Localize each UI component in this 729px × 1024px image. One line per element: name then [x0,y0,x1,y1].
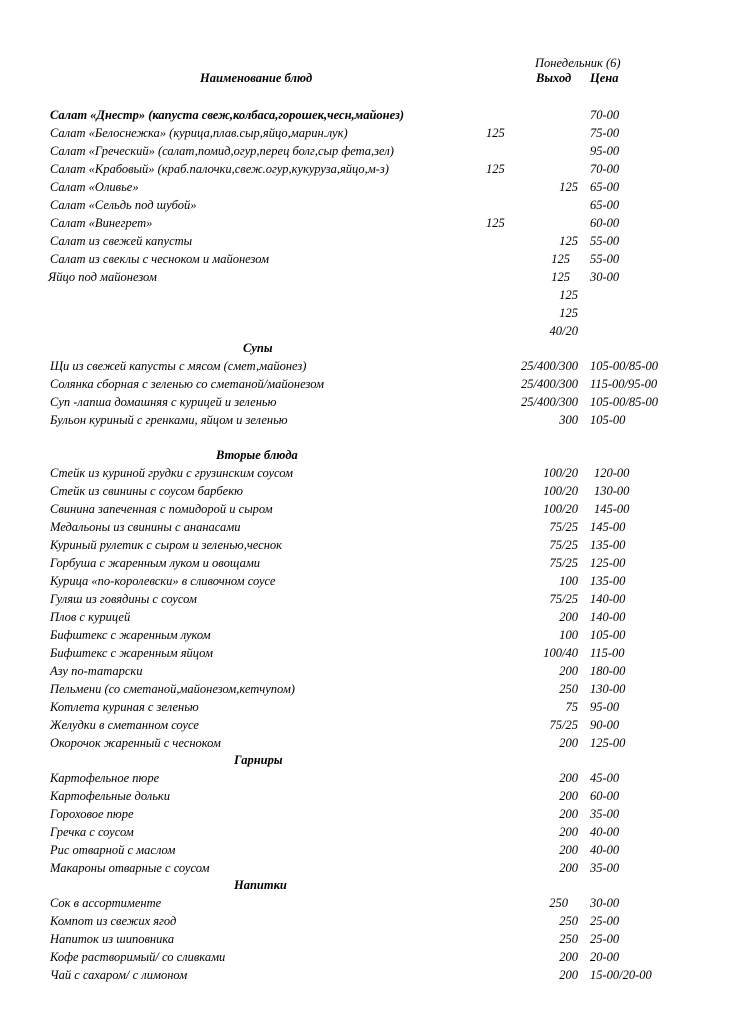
menu-item-yield: 75/25 [549,520,578,534]
menu-item-price: 130-00 [594,484,630,498]
menu-item-price: 145-00 [594,502,630,516]
menu-item-name: Пельмени (со сметаной,майонезом,кетчупом) [50,682,295,696]
menu-item-price: 35-00 [590,861,620,875]
menu-item-price: 125-00 [590,556,626,570]
menu-item-yield: 250 [549,896,568,910]
menu-item-name: Макароны отварные с соусом [50,861,210,875]
menu-item-price: 120-00 [594,466,630,480]
menu-item-name: Салат «Греческий» (салат,помид,огур,перец болг,сыр фета,зел) [50,144,394,158]
menu-item-name: Салат «Сельдь под шубой» [50,198,197,212]
menu-item-price: 60-00 [590,216,620,230]
menu-item-yield: 200 [559,950,578,964]
menu-item-yield: 100/40 [543,646,578,660]
menu-item-name: Суп -лапша домашняя с курицей и зеленью [50,395,277,409]
section-title-soups: Супы [243,341,273,355]
menu-item-yield: 75/25 [549,718,578,732]
menu-item-yield: 250 [559,682,578,696]
menu-item-name: Салат «Оливье» [50,180,139,194]
extra-yield: 125 [559,288,578,302]
section-title-sides: Гарниры [234,753,283,767]
menu-item-yield: 75/25 [549,556,578,570]
menu-item-name: Медальоны из свинины с ананасами [50,520,241,534]
menu-item-yield: 125 [559,180,578,194]
menu-item-price: 70-00 [590,108,620,122]
menu-item-yield: 125 [486,126,505,140]
menu-item-name: Напиток из шиповника [50,932,175,946]
extra-yield: 125 [559,306,578,320]
menu-item-price: 55-00 [590,252,620,266]
menu-item-price: 135-00 [590,538,626,552]
menu-item-price: 95-00 [590,700,620,714]
section-title-drinks: Напитки [234,878,287,892]
menu-item-yield: 25/400/300 [521,359,578,373]
menu-item-price: 90-00 [590,718,620,732]
menu-item-name: Азу по-татарски [50,664,143,678]
menu-item-name: Гуляш из говядины с соусом [50,592,197,606]
menu-item-price: 105-00 [590,413,626,427]
menu-item-price: 140-00 [590,592,626,606]
menu-item-price: 75-00 [590,126,620,140]
menu-item-name: Картофельное пюре [50,771,160,785]
menu-item-name: Салат «Белоснежка» (курица,плав.сыр,яйцо,марин.лук) [50,126,348,140]
menu-item-price: 40-00 [590,843,620,857]
menu-item-price: 45-00 [590,771,620,785]
menu-item-price: 115-00 [590,646,625,660]
menu-item-yield: 100 [559,628,578,642]
menu-item-price: 135-00 [590,574,626,588]
menu-item-name: Рис отварной с маслом [50,843,176,857]
menu-item-yield: 125 [551,270,570,284]
menu-item-name: Бифштекс с жаренным яйцом [50,646,213,660]
menu-item-name: Курица «по-королевски» в сливочном соусе [50,574,276,588]
menu-item-price: 145-00 [590,520,626,534]
menu-item-price: 95-00 [590,144,620,158]
menu-item-yield: 200 [559,968,578,982]
menu-item-price: 30-00 [590,270,620,284]
extra-yield: 40/20 [549,324,578,338]
menu-item-name: Горбуша с жаренным луком и овощами [50,556,261,570]
menu-item-yield: 200 [559,664,578,678]
menu-item-yield: 125 [559,234,578,248]
menu-item-yield: 200 [559,771,578,785]
menu-item-name: Стейк из куриной грудки с грузинским соусом [50,466,294,480]
menu-item-name: Сок в ассортименте [50,896,162,910]
menu-item-price: 125-00 [590,736,626,750]
menu-item-name: Бульон куриный с гренками, яйцом и зеленью [50,413,288,427]
menu-item-yield: 75/25 [549,592,578,606]
menu-item-price: 35-00 [590,807,620,821]
menu-item-yield: 200 [559,789,578,803]
menu-item-price: 105-00/85-00 [590,395,659,409]
menu-item-price: 115-00/95-00 [590,377,658,391]
menu-item-name: Щи из свежей капусты с мясом (смет,майонез) [50,359,307,373]
menu-item-name: Картофельные дольки [50,789,171,803]
menu-item-price: 15-00/20-00 [590,968,652,982]
menu-item-yield: 100 [559,574,578,588]
menu-item-price: 105-00 [590,628,626,642]
column-header-yield: Выход [536,71,572,85]
menu-item-yield: 200 [559,610,578,624]
menu-item-yield: 75 [565,700,578,714]
menu-item-yield: 100/20 [543,502,578,516]
menu-item-name: Желудки в сметанном соусе [50,718,199,732]
menu-item-name: Гороховое пюре [50,807,134,821]
menu-item-name: Салат из свеклы с чесноком и майонезом [50,252,270,266]
menu-item-name: Яйцо под майонезом [48,270,157,284]
menu-item-price: 25-00 [590,932,620,946]
menu-item-name: Окорочок жаренный с чесноком [50,736,221,750]
menu-item-name: Куриный рулетик с сыром и зеленью,чеснок [50,538,283,552]
menu-item-price: 65-00 [590,198,620,212]
section-title-mains: Вторые блюда [216,448,298,462]
menu-item-name: Бифштекс с жаренным луком [50,628,211,642]
menu-item-name: Свинина запеченная с помидорой и сыром [50,502,273,516]
menu-item-price: 105-00/85-00 [590,359,659,373]
menu-item-yield: 300 [559,413,578,427]
menu-item-price: 30-00 [590,896,620,910]
menu-item-price: 40-00 [590,825,620,839]
menu-item-yield: 125 [551,252,570,266]
column-header-name: Наименование блюд [200,71,313,85]
menu-item-yield: 200 [559,861,578,875]
menu-item-price: 140-00 [590,610,626,624]
menu-item-price: 70-00 [590,162,620,176]
menu-item-name: Котлета куриная с зеленью [50,700,199,714]
menu-item-yield: 250 [559,932,578,946]
menu-item-price: 180-00 [590,664,626,678]
menu-item-yield: 25/400/300 [521,377,578,391]
menu-item-name: Гречка с соусом [50,825,134,839]
menu-item-yield: 125 [486,216,505,230]
menu-item-yield: 100/20 [543,466,578,480]
menu-item-price: 130-00 [590,682,626,696]
menu-item-yield: 200 [559,825,578,839]
day-label: Понедельник (6) [535,56,621,70]
menu-item-price: 55-00 [590,234,620,248]
menu-item-name: Салат из свежей капусты [50,234,193,248]
menu-item-name: Салат «Винегрет» [50,216,153,230]
menu-item-yield: 25/400/300 [521,395,578,409]
menu-item-price: 20-00 [590,950,620,964]
menu-item-name: Солянка сборная с зеленью со сметаной/майонезом [50,377,324,391]
menu-item-yield: 75/25 [549,538,578,552]
menu-item-name: Стейк из свинины с соусом барбекю [50,484,243,498]
menu-item-yield: 200 [559,843,578,857]
menu-item-name: Салат «Крабовый» (краб.палочки,свеж.огур,кукуруза,яйцо,м-з) [50,162,389,176]
menu-item-name: Плов с курицей [50,610,131,624]
menu-item-yield: 125 [486,162,505,176]
menu-item-yield: 250 [559,914,578,928]
menu-item-yield: 200 [559,736,578,750]
menu-item-yield: 200 [559,807,578,821]
menu-item-name: Кофе растворимый/ со сливками [50,950,226,964]
menu-item-name: Салат «Днестр» (капуста свеж,колбаса,горошек,чесн,майонез) [50,108,405,122]
column-header-price: Цена [590,71,619,85]
menu-item-name: Компот из свежих ягод [50,914,177,928]
menu-item-price: 25-00 [590,914,620,928]
menu-item-name: Чай с сахаром/ с лимоном [50,968,188,982]
menu-item-yield: 100/20 [543,484,578,498]
menu-item-price: 65-00 [590,180,620,194]
menu-item-price: 60-00 [590,789,620,803]
